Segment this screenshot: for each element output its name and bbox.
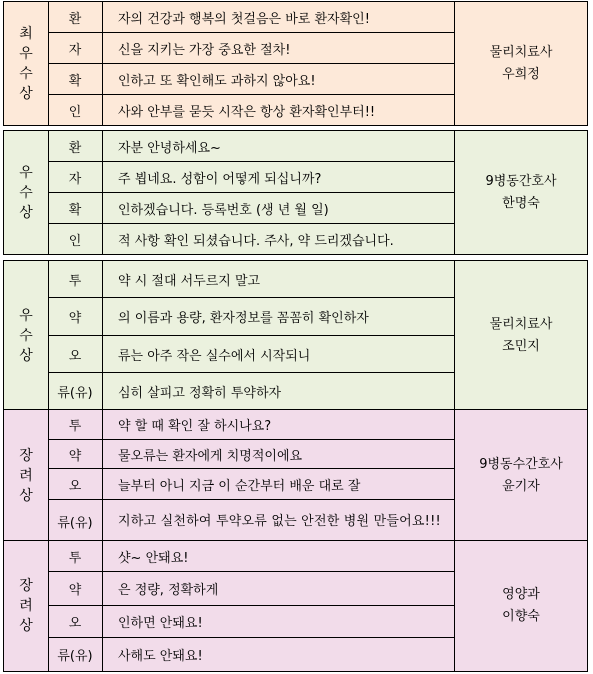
row-initial: 오 bbox=[48, 606, 103, 637]
row-initial: 약 bbox=[48, 572, 103, 605]
author-cell bbox=[454, 541, 587, 671]
row-initial: 환 bbox=[48, 2, 103, 32]
author-name: 우희정 bbox=[502, 66, 540, 82]
award-char: 상 bbox=[19, 618, 33, 634]
author-department: 영양과 bbox=[502, 587, 540, 602]
author-name: 한명숙 bbox=[502, 195, 540, 211]
author-name: 윤기자 bbox=[502, 479, 540, 494]
row-text: 주 뵙네요. 성함이 어떻게 되십니까? bbox=[118, 171, 322, 187]
row-text: 사해도 안돼요! bbox=[118, 649, 203, 664]
author-cell bbox=[454, 2, 587, 125]
award-block bbox=[3, 409, 588, 543]
row-initial: 류(유) bbox=[48, 500, 103, 542]
award-char: 최 bbox=[19, 25, 33, 42]
award-label bbox=[4, 131, 49, 254]
author-cell bbox=[454, 131, 587, 254]
row-text: 인하고 또 확인해도 과하지 않아요! bbox=[118, 73, 316, 89]
award-char: 수 bbox=[19, 327, 33, 344]
award-chars bbox=[19, 163, 33, 223]
author-department: 9병동간호사 bbox=[485, 173, 557, 189]
row-initial: 약 bbox=[48, 440, 103, 468]
award-block bbox=[3, 130, 588, 255]
row-initial: 인 bbox=[48, 224, 103, 254]
author-department: 물리치료사 bbox=[489, 44, 553, 60]
row-initial: 확 bbox=[48, 193, 103, 223]
slogan-row bbox=[48, 469, 454, 500]
row-text: 물오류는 환자에게 치명적이에요 bbox=[118, 448, 303, 464]
slogan-row bbox=[48, 261, 454, 298]
slogan-row bbox=[48, 572, 454, 606]
row-text: 사와 안부를 묻듯 시작은 항상 환자확인부터!! bbox=[118, 104, 376, 120]
award-chars bbox=[19, 306, 33, 366]
row-text: 신을 지키는 가장 중요한 절차! bbox=[118, 42, 291, 58]
slogan-row bbox=[48, 638, 454, 671]
award-char: 장 bbox=[19, 448, 33, 464]
author-name: 이향숙 bbox=[502, 609, 540, 624]
author-info bbox=[502, 584, 540, 628]
award-char: 려 bbox=[19, 598, 33, 614]
award-char: 우 bbox=[19, 307, 33, 324]
row-initial: 투 bbox=[48, 261, 103, 297]
slogan-row bbox=[48, 131, 454, 162]
slogan-row bbox=[48, 95, 454, 125]
row-text: 샷~ 안돼요! bbox=[118, 550, 189, 566]
slogan-rows bbox=[48, 2, 454, 125]
row-initial: 류(유) bbox=[48, 373, 103, 410]
row-initial: 약 bbox=[48, 298, 103, 335]
author-info bbox=[490, 42, 553, 86]
row-initial: 인 bbox=[48, 95, 103, 125]
row-initial: 투 bbox=[48, 410, 103, 439]
author-info bbox=[490, 314, 553, 358]
row-text: 지하고 실천하여 투약오류 없는 안전한 병원 만들어요!!! bbox=[118, 513, 441, 529]
slogan-rows bbox=[48, 410, 454, 542]
slogan-rows bbox=[48, 541, 454, 671]
row-initial: 자 bbox=[48, 162, 103, 192]
row-text: 자의 건강과 행복의 첫걸음은 바로 환자확인! bbox=[118, 11, 370, 27]
author-department: 물리치료사 bbox=[489, 316, 553, 332]
row-initial: 확 bbox=[48, 64, 103, 94]
author-info bbox=[479, 454, 563, 498]
award-chars bbox=[19, 576, 33, 636]
row-initial: 투 bbox=[48, 541, 103, 571]
row-initial: 류(유) bbox=[48, 638, 103, 671]
slogan-row bbox=[48, 162, 454, 193]
slogan-row bbox=[48, 440, 454, 469]
author-info bbox=[485, 171, 556, 215]
row-text: 적 사항 확인 되셨습니다. 주사, 약 드리겠습니다. bbox=[118, 233, 394, 249]
slogan-row bbox=[48, 606, 454, 638]
slogan-row bbox=[48, 500, 454, 542]
author-department: 9병동수간호사 bbox=[479, 457, 563, 472]
award-char: 장 bbox=[19, 578, 33, 594]
award-char: 상 bbox=[19, 85, 33, 102]
award-label bbox=[4, 2, 49, 125]
award-block bbox=[3, 260, 588, 411]
slogan-rows bbox=[48, 131, 454, 254]
award-label bbox=[4, 261, 49, 410]
slogan-row bbox=[48, 193, 454, 224]
award-char: 려 bbox=[19, 468, 33, 484]
award-label bbox=[4, 541, 49, 671]
slogan-row bbox=[48, 336, 454, 373]
row-initial: 오 bbox=[48, 469, 103, 499]
award-char: 상 bbox=[19, 204, 33, 221]
award-char: 우 bbox=[19, 45, 33, 62]
award-char: 수 bbox=[19, 184, 33, 201]
slogan-row bbox=[48, 2, 454, 33]
row-text: 늘부터 아니 지금 이 순간부터 배운 대로 잘 bbox=[118, 478, 361, 494]
award-block bbox=[3, 540, 588, 672]
row-text: 인하겠습니다. 등록번호 (생 년 월 일) bbox=[118, 202, 329, 218]
slogan-row bbox=[48, 373, 454, 410]
award-label bbox=[4, 410, 49, 542]
award-chars bbox=[19, 446, 33, 506]
row-text: 의 이름과 용량, 환자정보를 꼼꼼히 확인하자 bbox=[118, 311, 369, 326]
slogan-row bbox=[48, 224, 454, 254]
row-initial: 자 bbox=[48, 33, 103, 63]
slogan-row bbox=[48, 298, 454, 336]
row-text: 심히 살피고 정확히 투약하자 bbox=[118, 386, 282, 401]
slogan-rows bbox=[48, 261, 454, 410]
row-text: 자분 안녕하세요~ bbox=[118, 140, 221, 156]
award-char: 상 bbox=[19, 347, 33, 364]
row-text: 류는 아주 작은 실수에서 시작되니 bbox=[118, 348, 311, 364]
award-char: 수 bbox=[19, 65, 33, 82]
row-text: 약 할 때 확인 잘 하시나요? bbox=[118, 419, 272, 434]
slogan-row bbox=[48, 410, 454, 440]
row-text: 약 시 절대 서두르지 말고 bbox=[118, 273, 261, 289]
row-text: 인하면 안돼요! bbox=[118, 616, 203, 631]
author-name: 조민지 bbox=[502, 338, 540, 354]
slogan-row bbox=[48, 541, 454, 572]
award-chars bbox=[19, 24, 33, 104]
row-initial: 오 bbox=[48, 336, 103, 372]
row-text: 은 정량, 정확하게 bbox=[118, 583, 219, 598]
slogan-row bbox=[48, 33, 454, 64]
author-cell bbox=[454, 261, 587, 410]
author-cell bbox=[454, 410, 587, 542]
row-initial: 환 bbox=[48, 131, 103, 161]
slogan-row bbox=[48, 64, 454, 95]
award-char: 우 bbox=[19, 164, 33, 181]
award-block bbox=[3, 1, 588, 126]
award-char: 상 bbox=[19, 488, 33, 504]
